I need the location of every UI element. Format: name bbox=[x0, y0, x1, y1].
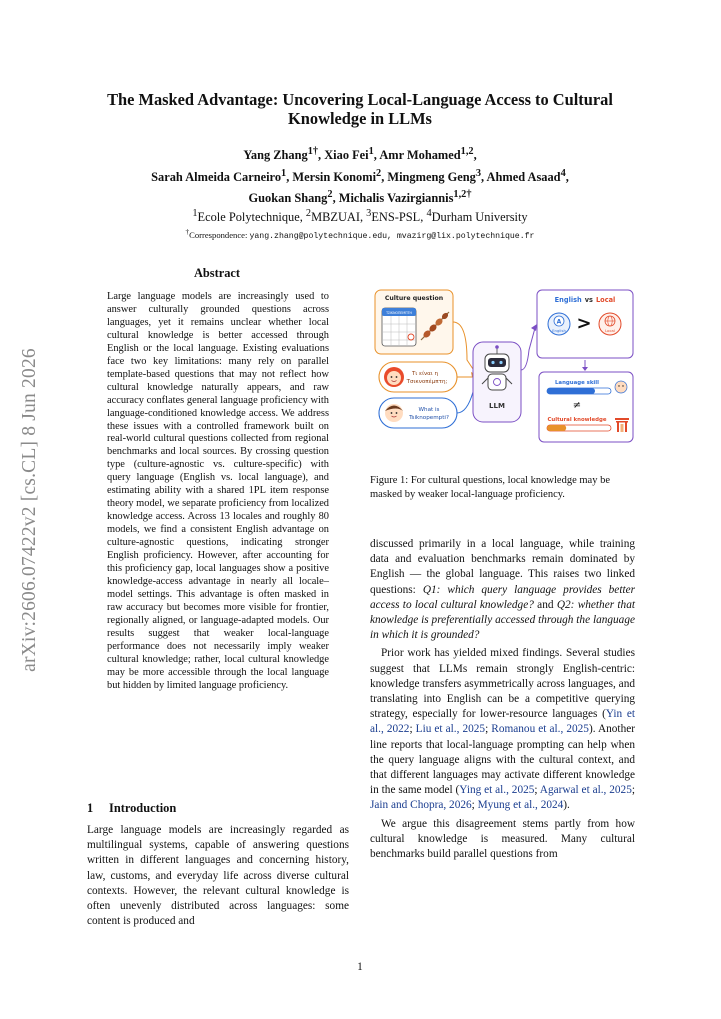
language-skill-fill bbox=[547, 388, 595, 394]
abstract-body: Large language models are increasingly used to answer culturally grounded questions across languages, yet it remains unclear whether local cultural knowledge is better accessed through English or the local language. Existing evaluations face two key limitations: many rely on parallel template-based questions that may not reflect how cultural knowledge naturally appears, and raw accuracy conflates general language proficiency with language-conditioned knowledge access. We address these issues with a controlled framework built on real-world cultural questions collected from regional benchmarks and local sources. By crossing question type (culture-agnostic vs. culture-specific) with query language (English vs. local language), and estimating ability with a shared 1PL item response theory model, we separate proficiency from localized knowledge access. Across 13 locales and roughly 80 models, we find a consistent English advantage on culture-agnostic questions, indicating stronger English proficiency. However, after accounting for this proficiency gap, local languages show a positive knowledge-access advantage in nearly all locale–model settings. This advantage is often masked in raw accuracy but becomes more visible for frontier, regionally aligned, or language-adapted models. Our results suggest that weaker local-language performance does not necessarily imply weaker cultural knowledge; rather, local cultural knowledge may be more accessible through the local language but hidden by limited language proficiency. bbox=[107, 291, 329, 691]
svg-text:EnglishvsLocal: English vs Local bbox=[554, 296, 616, 304]
paragraph: Prior work has yielded mixed findings. Several studies suggest that LLMs remain strongly English-centric: knowledge transfers asymmetrically across languages, and translating into English can be a competitive querying strategy, especially for lower-resource languages (Yin et al., 2022; Liu et al., 2025; Romanou et al., 2025). Another line reports that local-language prompting can help when the query language aligns with the cultural context, and that different languages may activate different knowledge in the same model (Ying et al., 2025; Agarwal et al., 2025; Jain and Chopra, 2026; Myung et al., 2024). bbox=[370, 647, 635, 812]
calendar-icon bbox=[382, 308, 416, 346]
section-heading: 1 Introduction bbox=[87, 801, 177, 815]
paragraph: We argue this disagreement stems partly from how cultural knowledge is measured. Many cultural benchmarks build parallel questions from bbox=[370, 817, 635, 861]
svg-text:LLM: LLM bbox=[489, 402, 505, 410]
svg-text:Tsiknopempti?: Tsiknopempti? bbox=[409, 415, 449, 421]
boy-avatar-icon bbox=[385, 404, 403, 422]
paper-title: The Masked Advantage: Uncovering Local-Language Access to Cultural Knowledge in LLMs bbox=[107, 90, 613, 128]
intro-paragraph: Large language models are increasingly regarded as multilingual systems, capable of answering questions written in different languages and concerning history, law, customs, and everyday life across diverse cultural contexts. However, the relevant cultural knowledge is often unevenly distributed across languages: some content is produced and bbox=[87, 824, 349, 928]
page-number: 1 bbox=[357, 961, 363, 973]
svg-text:>: > bbox=[576, 313, 592, 334]
cultural-knowledge-fill bbox=[547, 425, 566, 431]
svg-text:A: A bbox=[556, 318, 562, 326]
figure-1 bbox=[367, 280, 640, 458]
svg-text:Culture question: Culture question bbox=[384, 295, 444, 302]
citation-link[interactable]: Myung et al., 2024 bbox=[477, 799, 564, 812]
author: Sarah Almeida Carneiro bbox=[151, 169, 282, 184]
svg-text:Cultural knowledge: Cultural knowledge bbox=[547, 417, 607, 423]
citation-link[interactable]: Ying et al., 2025 bbox=[459, 784, 535, 797]
abstract-heading: Abstract bbox=[193, 266, 241, 280]
citation-link[interactable]: Romanou et al., 2025 bbox=[491, 723, 589, 736]
author: Mersin Konomi bbox=[292, 169, 377, 184]
citation-link[interactable]: Liu et al., 2025 bbox=[415, 723, 486, 736]
local-globe-icon bbox=[599, 313, 621, 335]
figure-caption: Figure 1: For cultural questions, local knowledge may be masked by weaker local-language proficiency. bbox=[370, 475, 610, 501]
correspondence: †Correspondence: yang.zhang@polytechnique.edu, mvazirg@lix.polytechnique.fr bbox=[185, 228, 535, 241]
author: Ahmed Asaad bbox=[486, 169, 561, 184]
author: Guokan Shang bbox=[248, 191, 328, 206]
paragraph: discussed primarily in a local language, while training data and evaluation benchmarks remain dominated by English — the global language. This raises two linked questions: Q1: which query language provides better access to local cultural knowledge? and Q2: whether that knowledge is preferentially accessed through the language in which it is grounded? bbox=[370, 538, 636, 642]
english-a-icon bbox=[548, 313, 570, 335]
svg-text:≠: ≠ bbox=[572, 400, 582, 411]
author: Amr Mohamed bbox=[379, 148, 461, 163]
author: Xiao Fei bbox=[324, 148, 369, 163]
svg-text:Τσικνοπέμπτη;: Τσικνοπέμπτη; bbox=[406, 379, 448, 385]
svg-text:English: English bbox=[552, 328, 566, 333]
citation-link[interactable]: Jain and Chopra, 2026 bbox=[370, 799, 472, 812]
author: Mingmeng Geng bbox=[387, 169, 476, 184]
affiliations: $^1$Ecole Polytechnique, $^2$MBZUAI, $^3$ENS-PSL, $^4$Durham University bbox=[192, 208, 528, 225]
svg-text:Language skill: Language skill bbox=[555, 380, 599, 386]
author: Michalis Vazirgiannis bbox=[338, 191, 454, 206]
speaker-face-icon bbox=[615, 381, 627, 393]
question-arrows bbox=[453, 322, 475, 413]
author: Yang Zhang bbox=[243, 148, 308, 163]
girl-avatar-icon bbox=[384, 367, 404, 387]
author-list: Yang Zhang$^{1\dagger}$, Xiao Fei$^1$, Amr Mohamed$^{1,2}$, Sarah Almeida Carneiro$^1$, Mersin Konomi$^2$, Mingmeng Geng$^3$, Ahmed Asaad$^4$, Guokan Shang$^2$, Michalis Vazirgiannis$^{1,2\dagger}$ bbox=[151, 146, 569, 206]
email-addresses[interactable]: yang.zhang@polytechnique.edu, mvazirg@lix.polytechnique.fr bbox=[249, 231, 535, 241]
svg-text:What is: What is bbox=[418, 407, 440, 413]
svg-text:Local: Local bbox=[605, 328, 615, 333]
citation-link[interactable]: Agarwal et al., 2025 bbox=[539, 784, 632, 797]
llm-output-arrow bbox=[521, 328, 535, 370]
right-column-body bbox=[370, 537, 635, 862]
svg-text:Τι είναι η: Τι είναι η bbox=[411, 371, 439, 377]
svg-text:ΤΣΙΚΝΟΠΕΜΠΤΗ: ΤΣΙΚΝΟΠΕΜΠΤΗ bbox=[386, 311, 412, 315]
citation-link[interactable]: Yin et al., 2022 bbox=[370, 708, 635, 736]
arxiv-stamp: arXiv:2606.07422v2 [cs.CL] 8 Jun 2026 bbox=[19, 348, 40, 672]
